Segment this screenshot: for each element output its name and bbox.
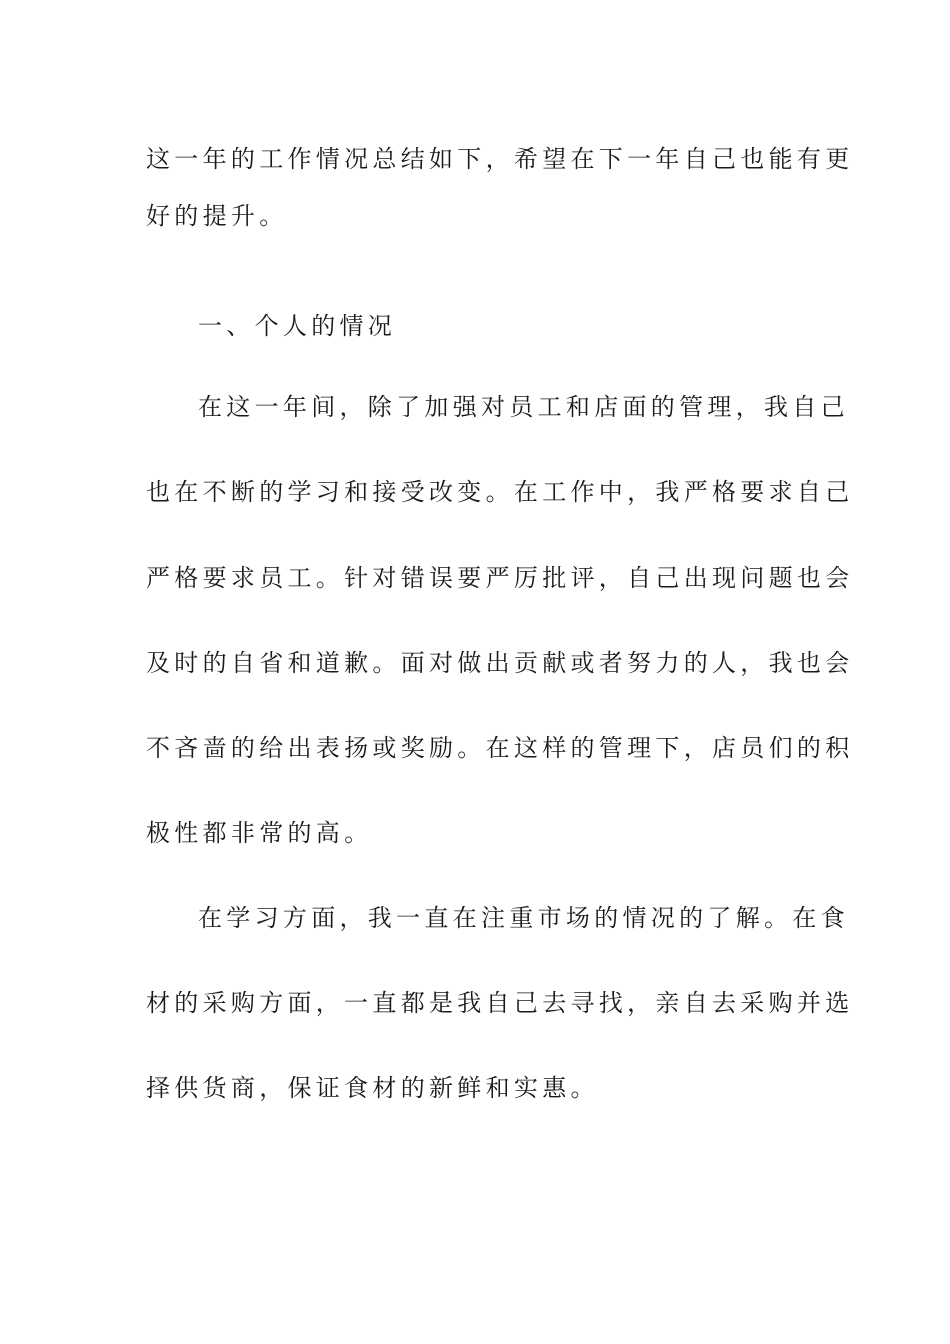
paragraph-line: 在学习方面，我一直在注重市场的情况的了解。在食 bbox=[198, 904, 849, 932]
paragraph-line: 及时的自省和道歉。面对做出贡献或者努力的人，我也会 bbox=[146, 649, 854, 677]
paragraph-line: 严格要求员工。针对错误要严厉批评，自己出现问题也会 bbox=[146, 564, 854, 592]
paragraph-line: 也在不断的学习和接受改变。在工作中，我严格要求自己 bbox=[146, 478, 854, 506]
paragraph-line: 这一年的工作情况总结如下，希望在下一年自己也能有更 bbox=[146, 145, 854, 173]
paragraph-line: 极性都非常的高。 bbox=[146, 819, 373, 847]
paragraph-line: 不吝啬的给出表扬或奖励。在这样的管理下，店员们的积 bbox=[146, 734, 854, 762]
paragraph-line: 好的提升。 bbox=[146, 202, 288, 230]
paragraph-line: 在这一年间，除了加强对员工和店面的管理，我自己 bbox=[198, 393, 849, 421]
paragraph-line: 材的采购方面，一直都是我自己去寻找，亲自去采购并选 bbox=[146, 989, 854, 1017]
paragraph-line: 择供货商，保证食材的新鲜和实惠。 bbox=[146, 1074, 599, 1102]
section-heading: 一、个人的情况 bbox=[198, 312, 397, 340]
